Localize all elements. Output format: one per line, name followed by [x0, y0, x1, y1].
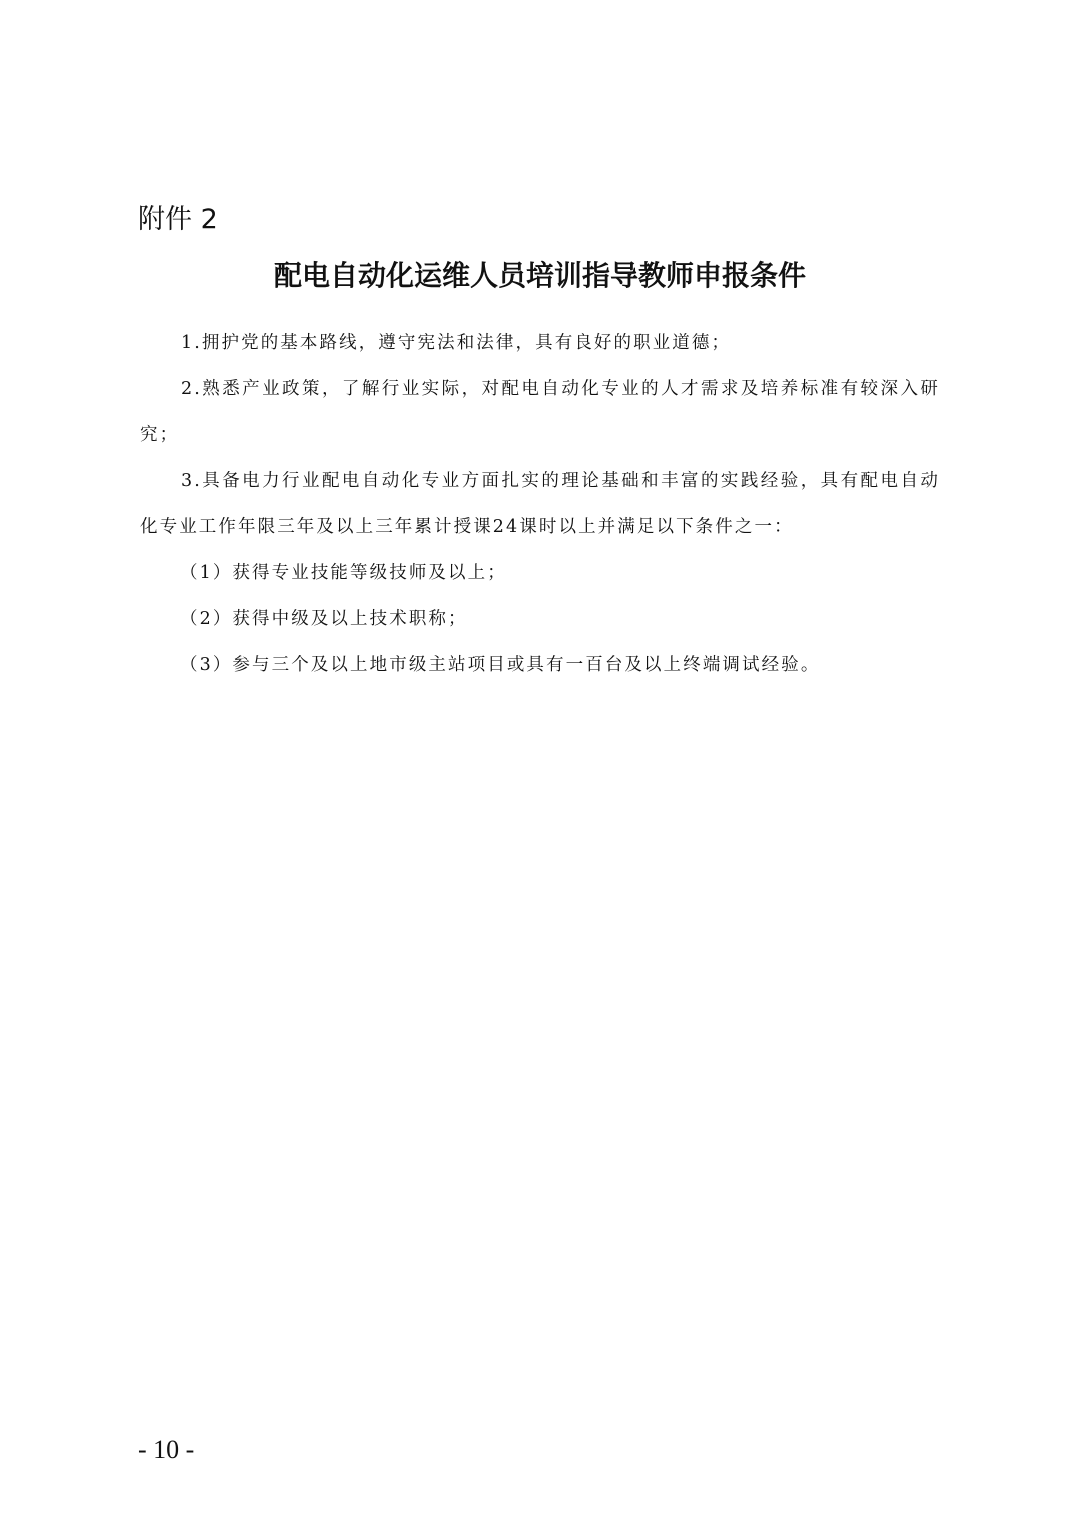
attachment-label: 附件 2 [138, 204, 218, 235]
document-title: 配电自动化运维人员培训指导教师申报条件 [273, 259, 806, 292]
condition-3: 3.具备电力行业配电自动化专业方面扎实的理论基础和丰富的实践经验，具有配电自动化专业工作年限三年及以上三年累计授课24课时以上并满足以下条件之一： [140, 471, 940, 537]
sub-condition-1: （1）获得专业技能等级技师及以上； [180, 563, 507, 583]
conditions-body [140, 320, 940, 688]
condition-1: 1.拥护党的基本路线，遵守宪法和法律，具有良好的职业道德； [181, 333, 732, 353]
condition-2: 2.熟悉产业政策，了解行业实际，对配电自动化专业的人才需求及培养标准有较深入研究； [140, 379, 940, 445]
page-number: - 10 - [138, 1435, 195, 1464]
sub-condition-3: （3）参与三个及以上地市级主站项目或具有一百台及以上终端调试经验。 [180, 655, 821, 675]
sub-condition-2: （2）获得中级及以上技术职称； [180, 609, 468, 629]
